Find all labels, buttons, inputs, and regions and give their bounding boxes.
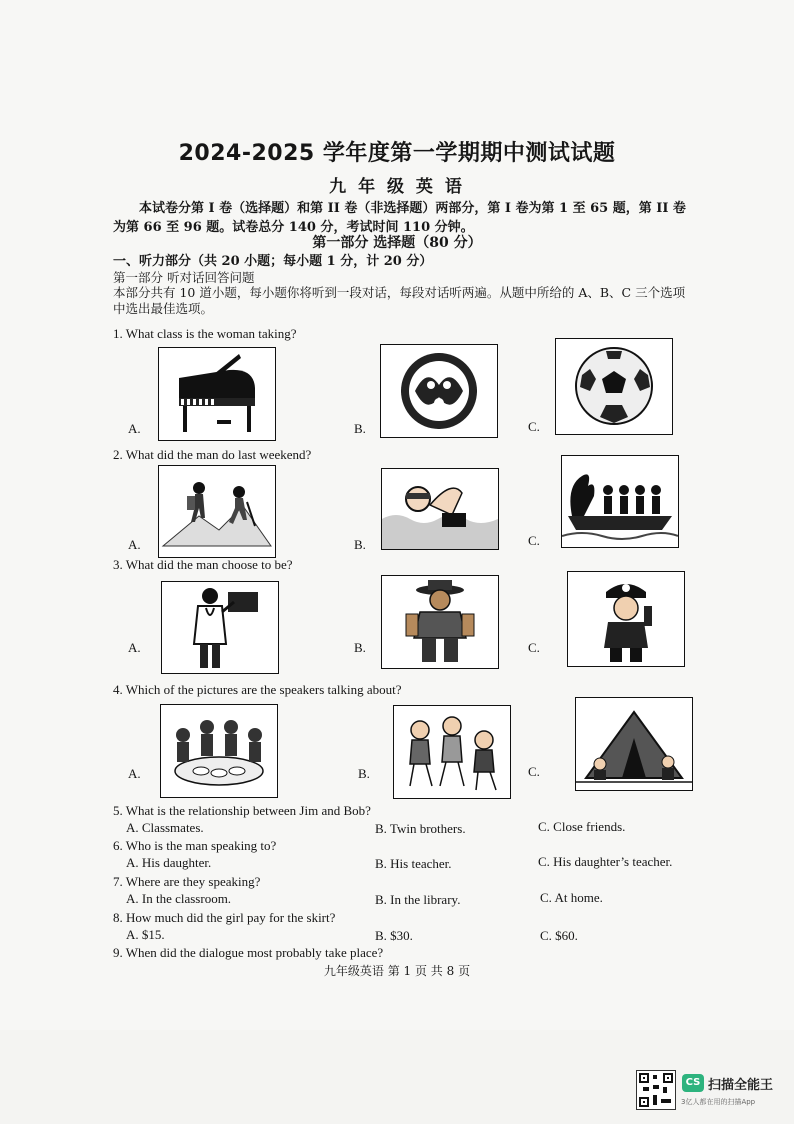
piano-icon (158, 347, 276, 441)
question-6: 6. Who is the man speaking to? (113, 838, 277, 853)
page-footer: 九年级英语 第 1 页 共 8 页 (323, 964, 471, 978)
q4-option-b: B. (358, 766, 370, 781)
question-3: 3. What did the man choose to be? (113, 557, 293, 572)
dragon-boat-icon (561, 455, 679, 548)
q3-option-c: C. (528, 640, 540, 655)
hiking-icon (158, 465, 276, 558)
kids-playing-icon (393, 705, 511, 799)
exam-title: 2024-2025 学年度第一学期期中测试试题 (178, 141, 616, 166)
question-7: 7. Where are they speaking? (113, 874, 261, 889)
q5-choice-a: A. Classmates. (126, 820, 204, 835)
paper-cut-icon (380, 344, 498, 438)
police-officer-icon (567, 571, 685, 667)
q6-choice-c: C. His daughter’s teacher. (538, 854, 673, 869)
question-8: 8. How much did the girl pay for the skirt? (113, 910, 336, 925)
scanner-app-name: 扫描全能王 (708, 1078, 774, 1093)
scanner-tagline: 3亿人都在用的扫描App (681, 1098, 756, 1106)
q8-choice-c: C. $60. (540, 928, 578, 943)
camping-tent-icon (575, 697, 693, 791)
q1-option-c: C. (528, 419, 540, 434)
listening-instructions: 本部分共有 10 道小题，每小题你将听到一段对话，每段对话听两遍。从题中所给的 A、B、C 三个选项中选出最佳选项。 (113, 285, 686, 316)
exam-intro: 本试卷分第 I 卷（选择题）和第 II 卷（非选择题）两部分，第 I 卷为第 1 至 65 题，第 II 卷为第 66 至 96 题。试卷总分 140 分，考试时间 110 分钟。 (113, 201, 686, 235)
swimming-icon (381, 468, 499, 550)
soccer-ball-icon (555, 338, 673, 435)
q6-choice-a: A. His daughter. (126, 855, 212, 870)
question-9: 9. When did the dialogue most probably take place? (113, 945, 384, 960)
qr-code-icon (636, 1070, 676, 1110)
q8-choice-b: B. $30. (375, 928, 413, 943)
doctor-icon (161, 581, 279, 674)
q8-choice-a: A. $15. (126, 927, 165, 942)
q2-option-b: B. (354, 537, 366, 552)
question-4: 4. Which of the pictures are the speakers talking about? (113, 682, 402, 697)
listening-section-title: 一、听力部分（共 20 小题；每小题 1 分，计 20 分） (113, 254, 433, 269)
question-1: 1. What class is the woman taking? (113, 326, 297, 341)
question-2: 2. What did the man do last weekend? (113, 447, 312, 462)
q1-option-b: B. (354, 421, 366, 436)
q7-choice-b: B. In the library. (375, 892, 461, 907)
scanner-logo: CS (682, 1074, 704, 1092)
q5-choice-c: C. Close friends. (538, 819, 626, 834)
q2-option-c: C. (528, 533, 540, 548)
family-dinner-icon (160, 704, 278, 798)
q5-choice-b: B. Twin brothers. (375, 821, 466, 836)
q1-option-a: A. (128, 421, 141, 436)
q4-option-c: C. (528, 764, 540, 779)
listening-subpart-title: 第一部分 听对话回答问题 (113, 270, 255, 285)
exam-subject: 九 年 级 英 语 (329, 177, 465, 197)
q2-option-a: A. (128, 537, 141, 552)
q6-choice-b: B. His teacher. (375, 856, 452, 871)
q7-choice-c: C. At home. (540, 890, 603, 905)
question-5: 5. What is the relationship between Jim and Bob? (113, 803, 371, 818)
q4-option-a: A. (128, 766, 141, 781)
part-one-title: 第一部分 选择题（80 分） (312, 235, 482, 251)
q3-option-a: A. (128, 640, 141, 655)
q7-choice-a: A. In the classroom. (126, 891, 232, 906)
q3-option-b: B. (354, 640, 366, 655)
farmer-icon (381, 575, 499, 669)
